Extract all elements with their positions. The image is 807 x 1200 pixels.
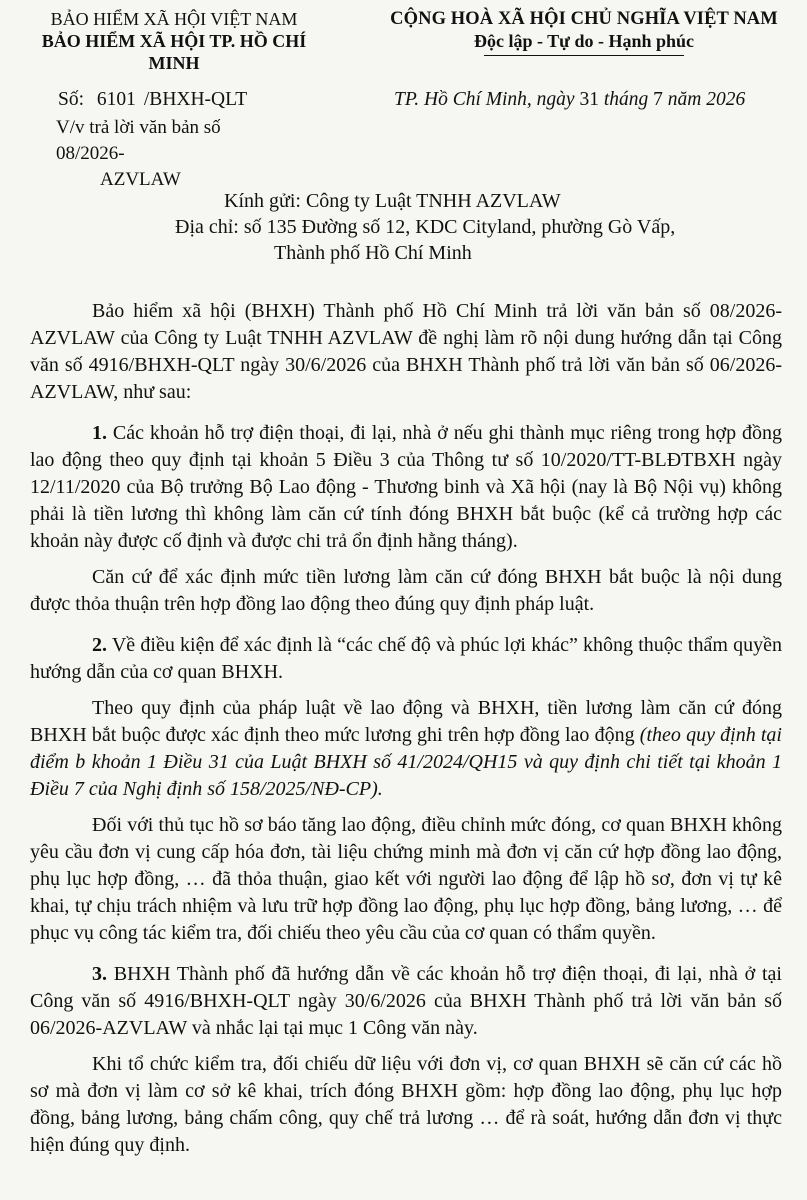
document-subject bbox=[56, 115, 276, 193]
national-motto: Độc lập - Tự do - Hạnh phúc bbox=[473, 31, 695, 51]
item-2-legal-reference: (theo quy định tại điểm b khoản 1 Điều 31 của Luật BHXH số 41/2024/QH15 và quy định chi tiết tại khoản 1 Điều 7 của Nghị định số 158/2025/NĐ-CP). bbox=[30, 724, 782, 800]
date-day: 31 bbox=[579, 89, 599, 110]
date-year: 2026 bbox=[706, 89, 746, 110]
subject-line-1: V/v trả lời văn bản số 08/2026- bbox=[56, 117, 221, 164]
item-2-number: 2. bbox=[92, 634, 107, 656]
issuing-agency-header bbox=[24, 8, 324, 74]
item-2-paragraph-2 bbox=[30, 695, 782, 803]
item-3-number: 3. bbox=[92, 963, 107, 985]
item-2-para2-text: Theo quy định của pháp luật về lao động và BHXH, tiền lương làm căn cứ đóng BHXH bắt buộc được xác định theo mức lương ghi trên hợp đồng lao động bbox=[30, 697, 782, 746]
intro-paragraph: Bảo hiểm xã hội (BHXH) Thành phố Hồ Chí Minh trả lời văn bản số 08/2026-AZVLAW của Công ty Luật TNHH AZVLAW đề nghị làm rõ nội dung hướng dẫn tại Công văn số 4916/BHXH-QLT ngày 30/6/2026 của BHXH Thành phố trả lời văn bản số 06/2026-AZVLAW, như sau: bbox=[30, 300, 782, 403]
recipient-address-line-1: Địa chỉ: số 135 Đường số 12, KDC Cityland, phường Gò Vấp, bbox=[175, 216, 676, 238]
parent-agency-name: BẢO HIỂM XÃ HỘI VIỆT NAM bbox=[50, 9, 298, 29]
date-month-label: tháng bbox=[603, 89, 649, 110]
item-1-number: 1. bbox=[92, 422, 107, 444]
date-year-label: năm bbox=[667, 89, 702, 110]
recipient-address-line-2: Thành phố Hồ Chí Minh bbox=[274, 242, 472, 264]
letter-body bbox=[30, 298, 782, 1168]
motto-underline bbox=[484, 55, 684, 56]
country-name: CỘNG HOÀ XÃ HỘI CHỦ NGHĨA VIỆT NAM bbox=[390, 9, 778, 29]
item-2-text: Về điều kiện để xác định là “các chế độ và phúc lợi khác” không thuộc thẩm quyền hướng dẫn của cơ quan BHXH. bbox=[30, 634, 782, 683]
item-3-paragraph bbox=[30, 961, 782, 1042]
document-number-value: 6101 bbox=[96, 89, 136, 110]
document-number bbox=[58, 89, 247, 111]
item-2-paragraph-3: Đối với thủ tục hồ sơ báo tăng lao động, điều chỉnh mức đóng, cơ quan BHXH không yêu cầu đơn vị cung cấp hóa đơn, tài liệu chứng minh mà đơn vị căn cứ hợp đồng lao động, phụ lục hợp đồng, … đã thỏa thuận, giao kết với người lao động để lập hồ sơ, đơn vị tự kê khai, tự chịu trách nhiệm và lưu trữ hợp đồng lao động, phụ lục hợp đồng, bảng lương, … để phục vụ công tác kiểm tra, đối chiếu theo yêu cầu của cơ quan có thẩm quyền. bbox=[30, 814, 782, 944]
document-number-label: Số: bbox=[58, 89, 85, 110]
date-month: 7 bbox=[653, 89, 663, 110]
national-motto-header bbox=[384, 8, 784, 56]
document-number-suffix: /BHXH-QLT bbox=[143, 89, 248, 110]
issuing-agency-name: BẢO HIỂM XÃ HỘI TP. HỒ CHÍ MINH bbox=[41, 31, 307, 73]
recipient-name: Kính gửi: Công ty Luật TNHH AZVLAW bbox=[224, 190, 561, 212]
document-date bbox=[394, 89, 745, 111]
item-1-text: Các khoản hỗ trợ điện thoại, đi lại, nhà ở nếu ghi thành mục riêng trong hợp đồng lao động theo quy định tại khoản 5 Điều 3 của Thông tư số 10/2020/TT-BLĐTBXH ngày 12/11/2020 của Bộ trưởng Bộ Lao động - Thương binh và Xã hội (nay là Bộ Nội vụ) không phải là tiền lương thì không làm căn cứ tính đóng BHXH bắt buộc (kể cả trường hợp các khoản này được cố định và được chi trả ổn định hằng tháng). bbox=[30, 422, 782, 552]
item-2-paragraph bbox=[30, 632, 782, 686]
date-prefix: TP. Hồ Chí Minh, ngày bbox=[394, 89, 575, 110]
recipient-block bbox=[0, 188, 807, 266]
item-1-paragraph-2: Căn cứ để xác định mức tiền lương làm căn cứ đóng BHXH bắt buộc là nội dung được thỏa thuận trên hợp đồng lao động theo đúng quy định pháp luật. bbox=[30, 566, 782, 615]
item-1-paragraph bbox=[30, 420, 782, 555]
subject-line-2: AZVLAW bbox=[100, 169, 181, 190]
item-3-paragraph-2: Khi tổ chức kiểm tra, đối chiếu dữ liệu với đơn vị, cơ quan BHXH sẽ căn cứ các hồ sơ mà đơn vị làm cơ sở kê khai, trích đóng BHXH gồm: hợp đồng lao động, phụ lục hợp đồng, bảng lương, bảng chấm công, quy chế trả lương … để rà soát, hướng dẫn đơn vị thực hiện đúng quy định. bbox=[30, 1053, 782, 1156]
item-3-text: BHXH Thành phố đã hướng dẫn về các khoản hỗ trợ điện thoại, đi lại, nhà ở tại Công văn số 4916/BHXH-QLT ngày 30/6/2026 của BHXH Thành phố trả lời văn bản số 06/2026-AZVLAW và nhắc lại tại mục 1 Công văn này. bbox=[30, 963, 782, 1039]
